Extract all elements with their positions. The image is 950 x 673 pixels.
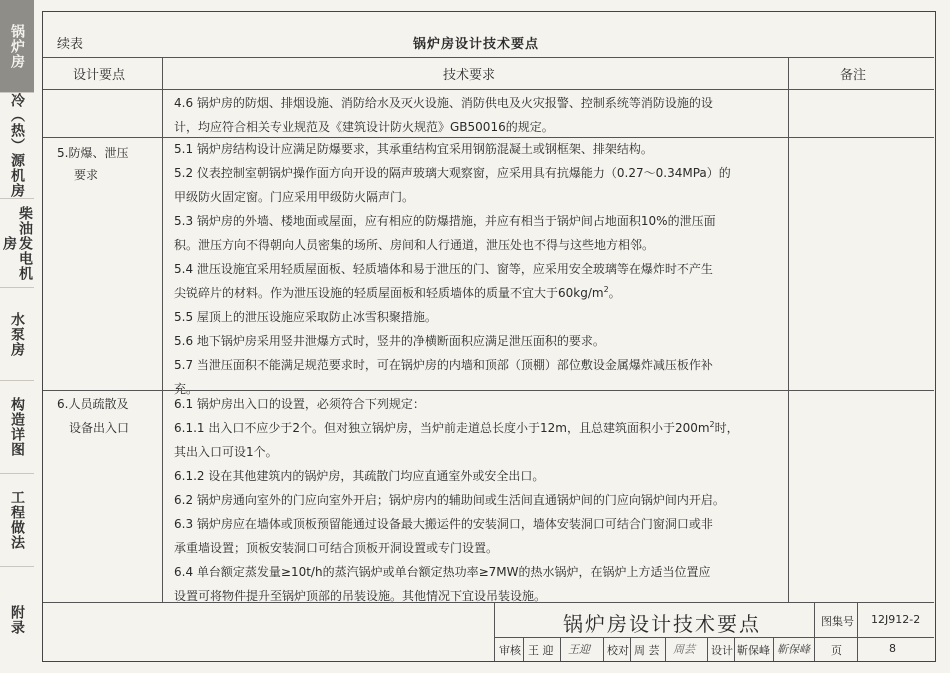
atlas-no-value: 12J912-2 [871, 613, 921, 626]
check-label: 校对 [607, 644, 629, 657]
reviewer-signature: 王迎 [568, 643, 590, 656]
requirement-6-4-line-2: 设置可将物件提升至锅炉顶部的吊装设施。其他情况下宜设吊装设施。 [174, 589, 547, 603]
column-header-tech-requirement: 技术要求 [443, 68, 496, 83]
designer-signature: 靳保峰 [777, 643, 810, 656]
checker-name: 周 芸 [634, 644, 660, 657]
sidebar-tab-engineering-methods[interactable]: 工程做法 [0, 474, 34, 567]
continued-label: 续表 [57, 37, 84, 52]
drawing-frame [42, 11, 936, 662]
requirement-5-3-line-1: 5.3 锅炉房的外墙、楼地面或屋面，应有相应的防爆措施，并应有相当于锅炉间占地面积10%的泄压面 [174, 214, 716, 228]
table-title: 锅炉房设计技术要点 [413, 37, 540, 52]
requirement-5-4-line-2: 尖锐碎片的材料。作为泄压设施的轻质屋面板和轻质墙体的质量不宜大于$60kg/m^2$。 [174, 285, 621, 300]
sidebar-tab-appendix[interactable]: 附录 [9, 605, 25, 635]
title-block-title: 锅炉房设计技术要点 [563, 612, 761, 636]
sidebar-tab-generator-room[interactable]: 柴油发电机房 [0, 199, 34, 288]
designer-name: 靳保峰 [737, 644, 770, 657]
requirement-5-7-line-1: 5.7 当泄压面积不能满足规范要求时，可在锅炉房的内墙和顶部（顶棚）部位敷设金属爆炸减压板作补 [174, 358, 713, 372]
design-point-6-label-2: 设备出入口 [69, 421, 130, 435]
requirement-5-6: 5.6 地下锅炉房采用竖井泄爆方式时，竖井的净横断面积应满足泄压面积的要求。 [174, 334, 605, 348]
requirement-6-2: 6.2 锅炉房通向室外的门应向室外开启；锅炉房内的辅助间或生活间直通锅炉间的门应向锅炉间内开启。 [174, 493, 725, 507]
requirement-6-1-2: 6.1.2 设在其他建筑内的锅炉房，其疏散门均应直通室外或安全出口。 [174, 469, 545, 483]
requirement-5-7-line-2: 充。 [174, 382, 199, 396]
requirement-4-6-line-2: 计，均应符合相关专业规范及《建筑设计防火规范》GB50016的规定。 [174, 120, 554, 134]
requirement-5-5: 5.5 屋顶上的泄压设施应采取防止冰雪积聚措施。 [174, 310, 437, 324]
checker-signature: 周芸 [673, 643, 695, 656]
requirement-5-1: 5.1 锅炉房结构设计应满足防爆要求，其承重结构宜采用钢筋混凝土或钢框架、排架结构。 [174, 142, 653, 156]
design-point-6-label-1: 6.人员疏散及 [57, 397, 129, 411]
requirement-6-1-1-line-1: 6.1.1 出入口不应少于2个。但对独立锅炉房，当炉前走道总长度小于12m，且总建筑面积小于$200m^2$时， [174, 420, 739, 435]
sidebar-tab-boiler-room[interactable]: 锅炉房 [0, 0, 34, 93]
chapter-sidebar [0, 0, 36, 673]
requirement-5-2-line-1: 5.2 仪表控制室朝锅炉操作面方向开设的隔声玻璃大观察窗，应采用具有抗爆能力（0.27～0.34MPa）的 [174, 166, 731, 180]
reviewer-name: 王 迎 [528, 644, 554, 657]
requirement-6-4-line-1: 6.4 单台额定蒸发量≥10t/h的蒸汽锅炉或单台额定热功率≥7MW的热水锅炉，在锅炉上方适当位置应 [174, 565, 711, 579]
page-label: 页 [831, 644, 842, 657]
page-number: 8 [889, 642, 896, 655]
requirement-6-1: 6.1 锅炉房出入口的设置，必须符合下列规定： [174, 397, 425, 411]
sidebar-tab-construction-details[interactable]: 构造详图 [0, 381, 34, 474]
atlas-no-label: 图集号 [821, 615, 854, 628]
requirement-4-6-line-1: 4.6 锅炉房的防烟、排烟设施、消防给水及灭火设施、消防供电及火灾报警、控制系统等消防设施的设 [174, 96, 713, 110]
sidebar-tab-chiller-room[interactable]: 冷（热）源机房 [0, 93, 34, 199]
review-label: 审核 [499, 644, 521, 657]
requirement-6-3-line-1: 6.3 锅炉房应在墙体或顶板预留能通过设备最大搬运件的安装洞口，墙体安装洞口可结合门窗洞口或非 [174, 517, 713, 531]
requirement-6-3-line-2: 承重墙设置；顶板安装洞口可结合顶板开洞设置或专门设置。 [174, 541, 499, 555]
requirement-5-3-line-2: 积。泄压方向不得朝向人员密集的场所、房间和人行通道，泄压处也不得与这些地方相邻。 [174, 238, 655, 252]
sidebar-tab-pump-room[interactable]: 水泵房 [0, 288, 34, 381]
requirement-5-4-line-1: 5.4 泄压设施宜采用轻质屋面板、轻质墙体和易于泄压的门、窗等，应采用安全玻璃等在爆炸时不产生 [174, 262, 713, 276]
design-point-5-label-2: 要求 [74, 168, 99, 182]
column-header-note: 备注 [840, 68, 867, 83]
design-point-5-label-1: 5.防爆、泄压 [57, 146, 129, 160]
requirement-5-2-line-2: 甲级防火固定窗。门应采用甲级防火隔声门。 [174, 190, 415, 204]
column-header-design-point: 设计要点 [73, 68, 126, 83]
requirement-6-1-1-line-2: 其出入口可设1个。 [174, 445, 278, 459]
design-label: 设计 [711, 644, 733, 657]
